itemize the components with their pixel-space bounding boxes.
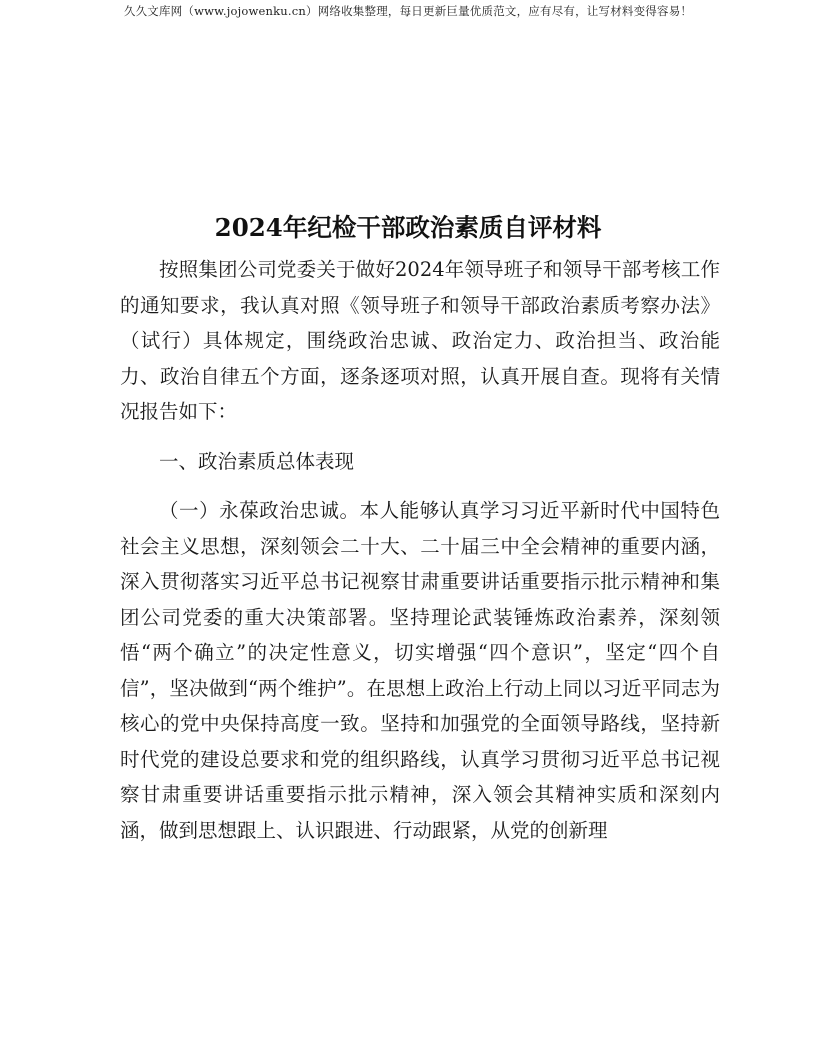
site-header-note: 久久文库网（www.jojowenku.cn）网络收集整理，每日更新巨量优质范文，应有尽有，让写材料变得容易！ xyxy=(123,4,693,18)
document-title: 2024年纪检干部政治素质自评材料 xyxy=(214,213,602,243)
section-body-paragraph: （一）永葆政治忠诚。本人能够认真学习习近平新时代中国特色社会主义思想，深刻领会二十大、二十届三中全会精神的重要内涵，深入贯彻落实习近平总书记视察甘肃重要讲话重要指示批示精神和集团公司党委的重大决策部署。坚持理论武装锤炼政治素养，深刻领悟“两个确立”的决定性意义，切实增强“四个意识”，坚定“四个自信”，坚决做到“两个维护”。在思想上政治上行动上同以习近平同志为核心的党中央保持高度一致。坚持和加强党的全面领导路线，坚持新时代党的建设总要求和党的组织路线，认真学习贯彻习近平总书记视察甘肃重要讲话重要指示批示精神，深入领会其精神实质和深刻内涵，做到思想跟上、认识跟进、行动跟紧，从党的创新理 xyxy=(120,499,720,842)
document-body xyxy=(120,252,720,848)
section-heading: 一、政治素质总体表现 xyxy=(159,449,355,473)
intro-paragraph: 按照集团公司党委关于做好2024年领导班子和领导干部考核工作的通知要求，我认真对照《领导班子和领导干部政治素质考察办法》（试行）具体规定，围绕政治忠诚、政治定力、政治担当、政治能力、政治自律五个方面，逐条逐项对照，认真开展自查。现将有关情况报告如下： xyxy=(120,258,720,423)
